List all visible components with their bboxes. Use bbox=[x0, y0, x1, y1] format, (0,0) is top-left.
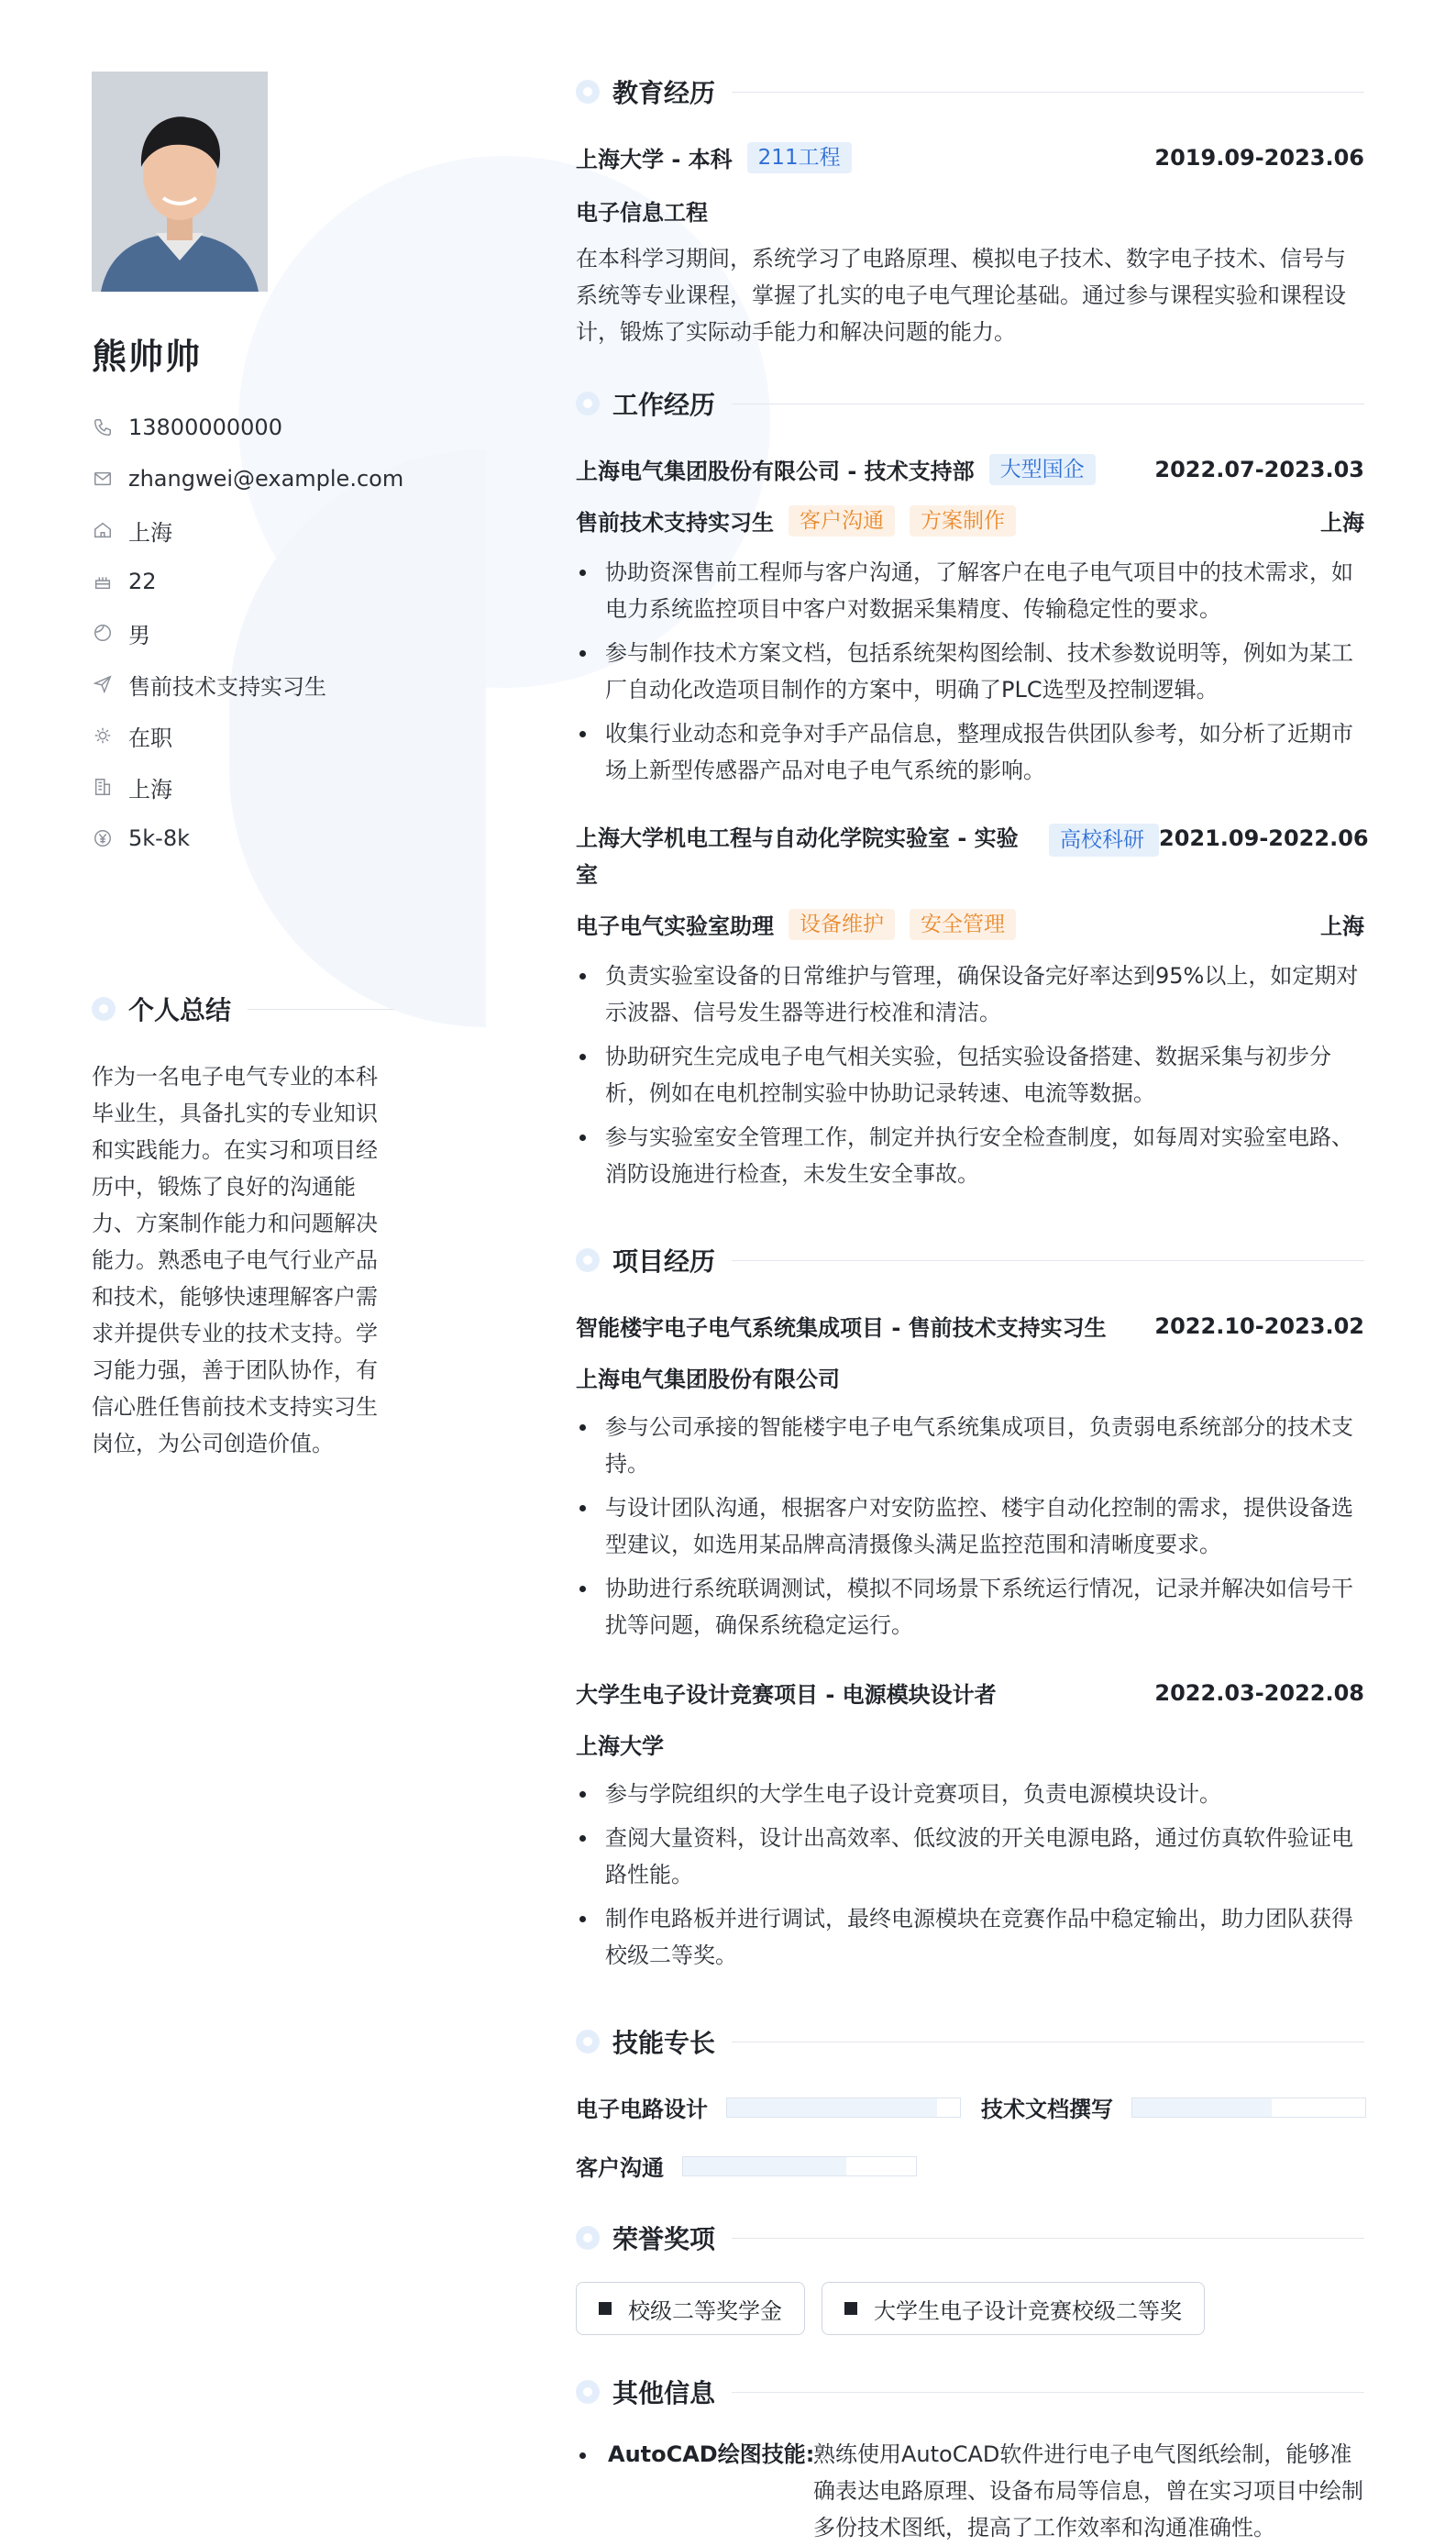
info-target-city bbox=[92, 761, 403, 813]
project-name: 智能楼宇电子电气系统集成项目 - 售前技术支持实习生 bbox=[576, 1315, 1107, 1341]
section-divider bbox=[732, 2238, 1364, 2239]
company-tag: 大型国企 bbox=[989, 454, 1096, 485]
list-item: 负责实验室设备的日常维护与管理，确保设备完好率达到95%以上，如定期对示波器、信号发生器等进行校准和清洁。 bbox=[576, 958, 1364, 1031]
major-row bbox=[576, 194, 1364, 227]
other-text: 熟练使用AutoCAD软件进行电子电气图纸绘制，能够准确表达电路原理、设备布局等信息，曾在实习项目中绘制多份技术图纸，提高了工作效率和沟通准确性。 bbox=[813, 2441, 1363, 2540]
project-header bbox=[576, 1677, 1364, 1709]
work-city: 上海 bbox=[1320, 510, 1364, 536]
skill-item bbox=[576, 2150, 917, 2182]
info-target-job bbox=[92, 659, 403, 710]
other-label: AutoCAD绘图技能: bbox=[608, 2441, 815, 2467]
other-title: 其他信息 bbox=[612, 2378, 716, 2408]
projects-section-header bbox=[576, 1242, 1364, 1279]
project-bullets bbox=[576, 1776, 1364, 1981]
home-icon bbox=[92, 519, 114, 541]
work-role-row bbox=[576, 504, 1364, 537]
cake-icon bbox=[92, 570, 114, 592]
section-dot-icon bbox=[576, 392, 600, 415]
location-text: 上海 bbox=[128, 519, 172, 546]
candidate-name: 熊帅帅 bbox=[92, 337, 203, 377]
other-section-header bbox=[576, 2374, 1364, 2410]
send-icon bbox=[92, 673, 114, 695]
work-city: 上海 bbox=[1320, 913, 1364, 939]
info-location bbox=[92, 504, 403, 556]
avatar-photo bbox=[92, 72, 268, 292]
skill-item bbox=[981, 2091, 1366, 2123]
skill-item bbox=[576, 2091, 961, 2123]
company-name: 上海电气集团股份有限公司 - 技术支持部 bbox=[576, 459, 975, 484]
status-gear-icon bbox=[92, 725, 114, 747]
skill-bar bbox=[682, 2156, 917, 2176]
major-name: 电子信息工程 bbox=[576, 200, 708, 226]
info-status bbox=[92, 710, 403, 761]
education-row bbox=[576, 141, 1364, 173]
list-item: 参与公司承接的智能楼宇电子电气系统集成项目，负责弱电系统部分的技术支持。 bbox=[576, 1409, 1364, 1482]
role-tag: 方案制作 bbox=[910, 505, 1016, 537]
role-tag: 设备维护 bbox=[789, 909, 895, 940]
info-phone bbox=[92, 402, 403, 453]
project-date: 2022.10-2023.02 bbox=[1154, 1312, 1364, 1339]
education-description: 在本科学习期间，系统学习了电路原理、模拟电子技术、数字电子技术、信号与系统等专业课程，掌握了扎实的电子电气理论基础。通过参与课程实验和课程设计，锻炼了实际动手能力和解决问题的能力。 bbox=[576, 246, 1346, 345]
skill-name: 电子电路设计 bbox=[576, 2097, 708, 2122]
project-bullets bbox=[576, 1409, 1364, 1651]
email-address: zhangwei@example.com bbox=[128, 466, 404, 492]
building-icon bbox=[92, 776, 114, 798]
awards-section-header bbox=[576, 2219, 1364, 2256]
skills-section-header bbox=[576, 2023, 1364, 2060]
info-email bbox=[92, 453, 403, 504]
list-item: 协助研究生完成电子电气相关实验，包括实验设备搭建、数据采集与初步分析，例如在电机控制实验中协助记录转速、电流等数据。 bbox=[576, 1038, 1364, 1112]
awards-title: 荣誉奖项 bbox=[612, 2224, 716, 2254]
info-age bbox=[92, 556, 403, 607]
skill-fill bbox=[727, 2098, 937, 2117]
mail-icon bbox=[92, 468, 114, 490]
user-face-icon bbox=[92, 622, 114, 644]
role-tag: 客户沟通 bbox=[789, 505, 895, 537]
list-item: 参与制作技术方案文档，包括系统架构图绘制、技术参数说明等，例如为某工厂自动化改造项目制作的方案中，明确了PLC选型及控制逻辑。 bbox=[576, 635, 1364, 708]
project-org: 上海电气集团股份有限公司 bbox=[576, 1367, 840, 1392]
section-divider bbox=[732, 2392, 1364, 2393]
work-bullets bbox=[576, 554, 1364, 796]
section-divider bbox=[732, 92, 1364, 93]
project-org-row bbox=[576, 1361, 1364, 1393]
other-item bbox=[576, 2436, 1364, 2546]
work-role-row bbox=[576, 908, 1364, 940]
skill-bar bbox=[726, 2098, 961, 2118]
money-icon bbox=[92, 827, 114, 849]
awards-list bbox=[576, 2282, 1221, 2335]
skill-bar bbox=[1131, 2098, 1366, 2118]
summary-text: 作为一名电子电气专业的本科毕业生，具备扎实的专业知识和实践能力。在实习和项目经历中，锻炼了良好的沟通能力、方案制作能力和问题解决能力。熟悉电子电气行业产品和技术，能够快速理解客户需求并提供专业的技术支持。学习能力强，善于团队协作，有信心胜任售前技术支持实习生岗位，为公司创造价值。 bbox=[92, 1064, 378, 1456]
education-section-header bbox=[576, 73, 1364, 110]
projects-title: 项目经历 bbox=[612, 1246, 716, 1277]
summary-section-header bbox=[92, 991, 394, 1027]
skill-name: 技术文档撰写 bbox=[981, 2097, 1113, 2122]
square-bullet-icon bbox=[844, 2302, 857, 2315]
work-item-header bbox=[576, 453, 1364, 485]
company-name: 上海大学机电工程与自动化学院实验室 - 实验室 bbox=[576, 825, 1019, 888]
project-org: 上海大学 bbox=[576, 1733, 664, 1759]
list-item: 与设计团队沟通，根据客户对安防监控、楼宇自动化控制的需求，提供设备选型建议，如选用某品牌高清摄像头满足监控范围和清晰度要求。 bbox=[576, 1489, 1364, 1563]
age-text: 22 bbox=[128, 569, 157, 594]
work-date: 2022.07-2023.03 bbox=[1154, 456, 1364, 482]
summary-title: 个人总结 bbox=[128, 995, 232, 1025]
skill-name: 客户沟通 bbox=[576, 2155, 664, 2181]
list-item: 查阅大量资料，设计出高效率、低纹波的开关电源电路，通过仿真软件验证电路性能。 bbox=[576, 1820, 1364, 1893]
salary-text: 5k-8k bbox=[128, 825, 190, 851]
info-gender bbox=[92, 607, 403, 659]
role-name: 售前技术支持实习生 bbox=[576, 510, 774, 536]
square-bullet-icon bbox=[599, 2302, 612, 2315]
work-bullets bbox=[576, 958, 1364, 1200]
section-dot-icon bbox=[576, 1248, 600, 1272]
school-name: 上海大学 - 本科 bbox=[576, 147, 733, 172]
section-dot-icon bbox=[576, 2030, 600, 2053]
education-title: 教育经历 bbox=[612, 78, 716, 108]
list-item: 制作电路板并进行调试，最终电源模块在竞赛作品中稳定输出，助力团队获得校级二等奖。 bbox=[576, 1900, 1364, 1974]
skills-title: 技能专长 bbox=[612, 2028, 716, 2058]
list-item: 参与学院组织的大学生电子设计竞赛项目，负责电源模块设计。 bbox=[576, 1776, 1364, 1812]
gender-text: 男 bbox=[128, 622, 150, 648]
section-dot-icon bbox=[576, 2380, 600, 2404]
phone-icon bbox=[92, 416, 114, 438]
section-dot-icon bbox=[92, 997, 116, 1021]
project-name: 大学生电子设计竞赛项目 - 电源模块设计者 bbox=[576, 1682, 997, 1708]
list-item: 协助资深售前工程师与客户沟通，了解客户在电子电气项目中的技术需求，如电力系统监控项目中客户对数据采集精度、传输稳定性的要求。 bbox=[576, 554, 1364, 627]
section-divider bbox=[732, 1260, 1364, 1261]
project-org-row bbox=[576, 1728, 1364, 1760]
phone-number: 13800000000 bbox=[128, 415, 282, 440]
role-tag: 安全管理 bbox=[910, 909, 1016, 940]
bullet-dot-icon bbox=[579, 2452, 586, 2459]
contact-info-list bbox=[92, 402, 403, 864]
work-item-header bbox=[576, 820, 1369, 893]
work-title: 工作经历 bbox=[612, 390, 716, 420]
award-item bbox=[822, 2282, 1205, 2335]
award-label: 校级二等奖学金 bbox=[628, 2297, 782, 2324]
work-section-header bbox=[576, 385, 1364, 422]
section-dot-icon bbox=[576, 80, 600, 104]
info-salary bbox=[92, 813, 403, 864]
target-city-text: 上海 bbox=[128, 776, 172, 803]
company-tag: 高校科研 bbox=[1049, 824, 1159, 857]
work-date: 2021.09-2022.06 bbox=[1159, 825, 1369, 851]
section-dot-icon bbox=[576, 2226, 600, 2250]
award-item bbox=[576, 2282, 805, 2335]
award-label: 大学生电子设计竞赛校级二等奖 bbox=[874, 2297, 1182, 2324]
section-divider bbox=[248, 1009, 394, 1010]
list-item: 参与实验室安全管理工作，制定并执行安全检查制度，如每周对实验室电路、消防设施进行检查，未发生安全事故。 bbox=[576, 1119, 1364, 1192]
list-item: 协助进行系统联调测试，模拟不同场景下系统运行情况，记录并解决如信号干扰等问题，确保系统稳定运行。 bbox=[576, 1570, 1364, 1644]
status-text: 在职 bbox=[128, 725, 172, 751]
role-name: 电子电气实验室助理 bbox=[576, 913, 774, 939]
education-date: 2019.09-2023.06 bbox=[1154, 144, 1364, 171]
school-tag: 211工程 bbox=[747, 142, 852, 173]
target-job-text: 售前技术支持实习生 bbox=[128, 673, 326, 700]
skill-fill bbox=[1132, 2098, 1272, 2117]
person-portrait-icon bbox=[92, 72, 268, 292]
project-header bbox=[576, 1310, 1364, 1342]
list-item: 收集行业动态和竞争对手产品信息，整理成报告供团队参考，如分析了近期市场上新型传感器产品对电子电气系统的影响。 bbox=[576, 715, 1364, 789]
skill-fill bbox=[683, 2157, 846, 2175]
project-date: 2022.03-2022.08 bbox=[1154, 1679, 1364, 1706]
